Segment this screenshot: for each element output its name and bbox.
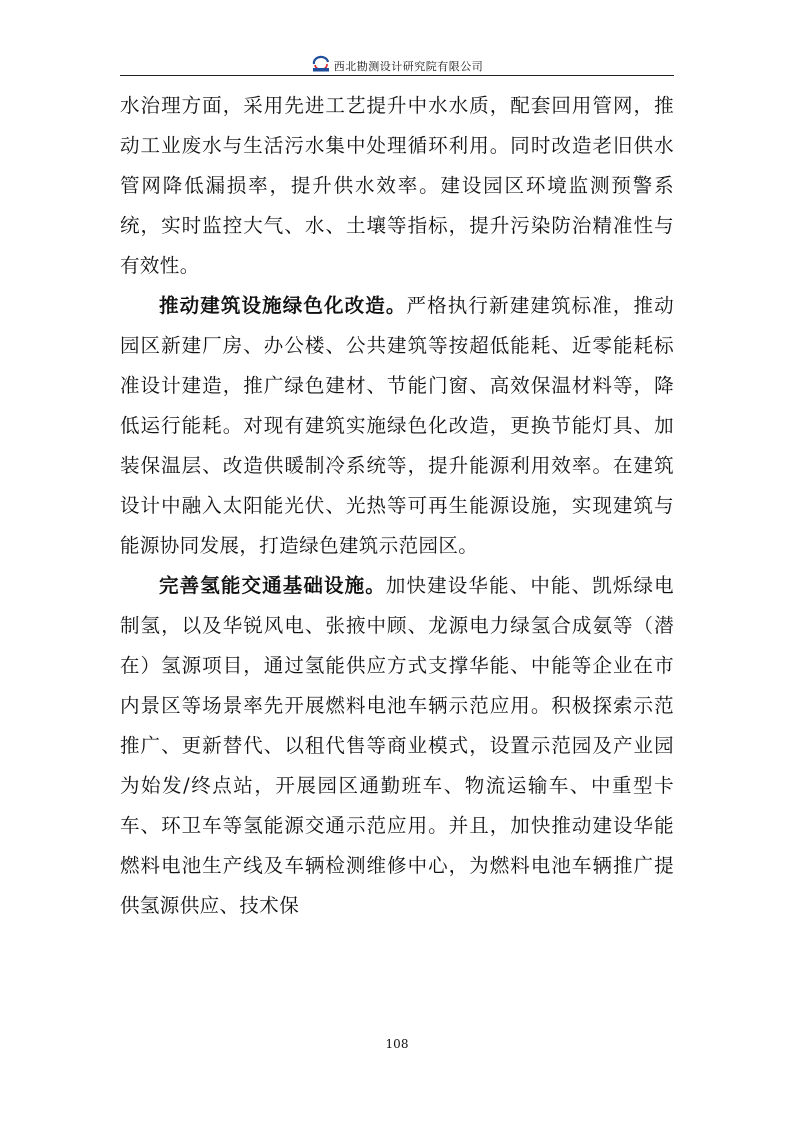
paragraph-water-treatment xyxy=(120,86,674,286)
page-number: 108 xyxy=(385,1037,409,1051)
paragraph-text: 严格执行新建建筑标准，推动园区新建厂房、办公楼、公共建筑等按超低能耗、近零能耗标准设计建造，推广绿色建材、节能门窗、高效保温材料等，降低运行能耗。对现有建筑实施绿色化改造，更换节能灯具、加装保温层、改造供暖制冷系统等，提升能源利用效率。在建筑设计中融入太阳能光伏、光热等可再生能源设施，实现建筑与能源协同发展，打造绿色建筑示范园区。 xyxy=(120,294,674,557)
page-header xyxy=(120,48,674,74)
paragraph-green-buildings xyxy=(120,286,674,566)
document-body xyxy=(120,86,674,926)
paragraph-hydrogen-transport xyxy=(120,566,674,926)
paragraph-text: 加快建设华能、中能、凯烁绿电制氢，以及华锐风电、张掖中顾、龙源电力绿氢合成氨等（潜在）氢源项目，通过氢能供应方式支撑华能、中能等企业在市内景区等场景率先开展燃料电池车辆示范应用。积极探索示范推广、更新替代、以租代售等商业模式，设置示范园及产业园为始发/终点站，开展园区通勤班车、物流运输车、中重型卡车、环卫车等氢能源交通示范应用。并且，加快推动建设华能燃料电池生产线及车辆检测维修中心，为燃料电池车辆推广提供氢源供应、技术保 xyxy=(120,574,674,917)
organization-name: 西北勘测设计研究院有限公司 xyxy=(333,60,484,73)
paragraph-heading: 完善氢能交通基础设施。 xyxy=(159,574,386,597)
paragraph-heading: 推动建筑设施绿色化改造。 xyxy=(159,294,407,317)
paragraph-text: 水治理方面，采用先进工艺提升中水水质，配套回用管网，推动工业废水与生活污水集中处理循环利用。同时改造老旧供水管网降低漏损率，提升供水效率。建设园区环境监测预警系统，实时监控大气、水、土壤等指标，提升污染防治精准性与有效性。 xyxy=(120,94,674,277)
company-logo-icon xyxy=(311,55,331,73)
header-rule xyxy=(120,75,674,76)
